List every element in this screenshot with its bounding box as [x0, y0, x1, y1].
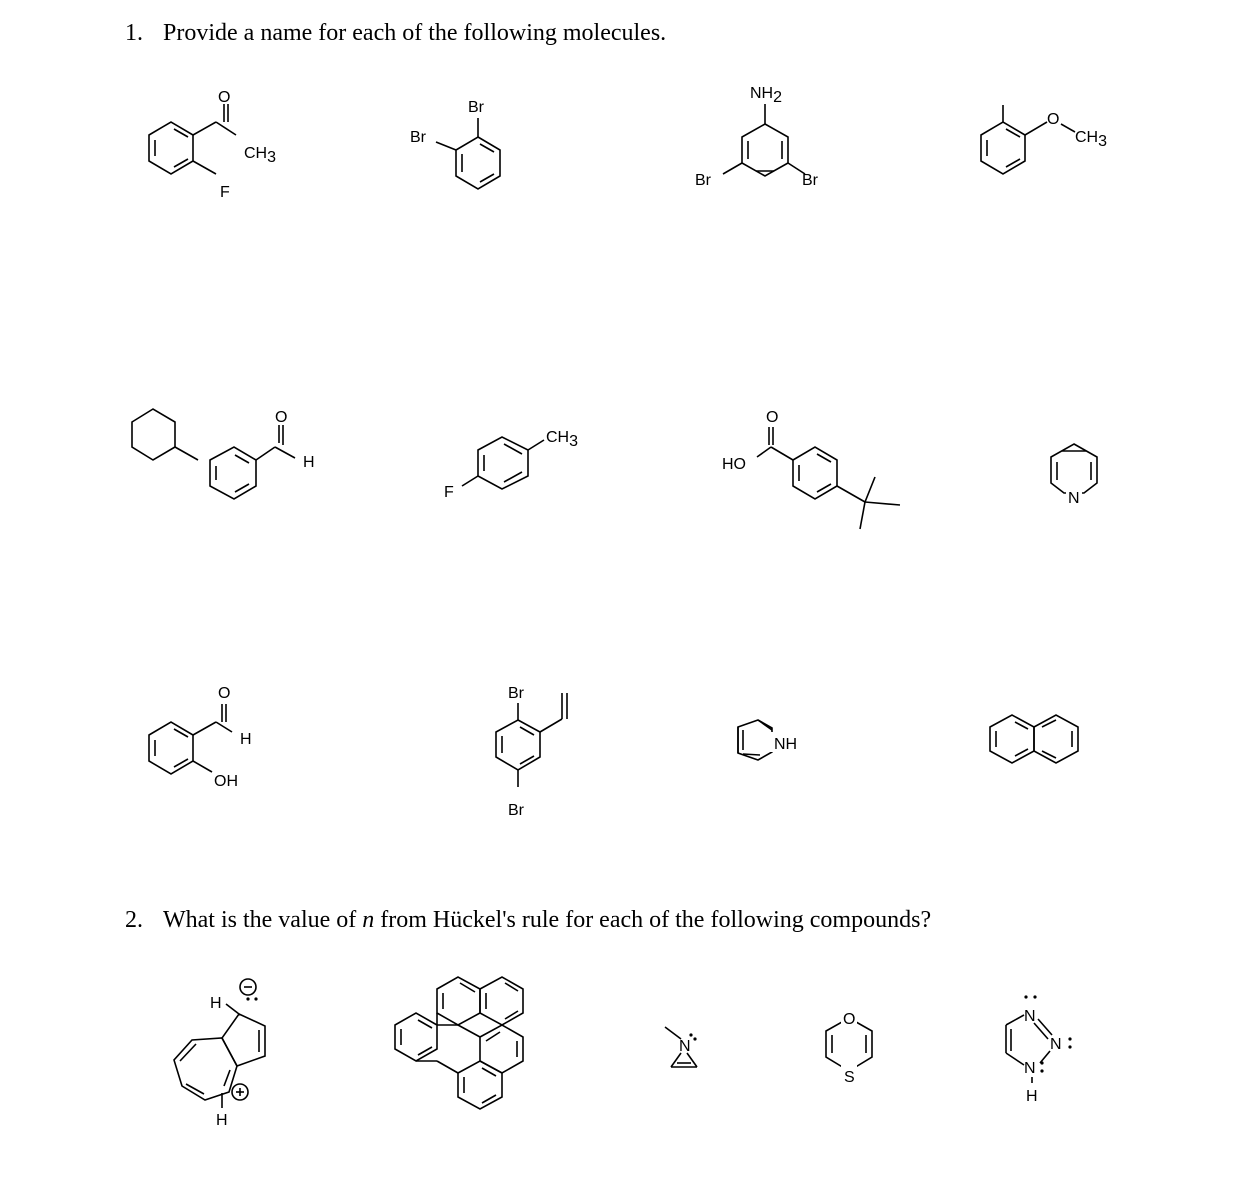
- fluoro-label: F: [444, 484, 454, 501]
- oxygen-label: O: [1047, 111, 1060, 128]
- fluoro-label: F: [220, 184, 230, 201]
- hydroxyl-label: OH: [214, 773, 238, 790]
- nitrogen-label: N: [1024, 1060, 1036, 1077]
- question-2: [125, 906, 931, 934]
- molecule-4-fluorotoluene: [440, 420, 600, 510]
- nitrogen-label: N: [1050, 1036, 1062, 1053]
- oxygen-label: O: [218, 685, 231, 702]
- methyl-label: CH3: [546, 429, 579, 450]
- nitrogen-label: N: [679, 1038, 691, 1055]
- molecule-benzyl-methyl-ether: [975, 100, 1135, 190]
- question-text-after: from Hückel's rule for each of the following compounds?: [374, 907, 932, 933]
- molecule-azirine: [655, 1015, 715, 1075]
- molecule-triazole: [990, 985, 1085, 1105]
- bromo-label: Br: [508, 685, 524, 702]
- hydrogen-label: H: [303, 454, 315, 471]
- bromo-label: Br: [695, 172, 711, 189]
- molecule-4-tert-butylbenzoic-acid: [720, 405, 920, 535]
- methyl-label: CH3: [244, 145, 277, 166]
- amino-label: NH2: [750, 85, 783, 106]
- question-number: 1.: [125, 20, 143, 46]
- molecule-3-5-dibromoaniline: [690, 78, 840, 193]
- molecule-pyrrole: [730, 710, 830, 770]
- molecule-1-2-dibromobenzene: [400, 90, 520, 200]
- molecule-polycyclic-aromatic: [385, 965, 555, 1125]
- hydrogen-label: H: [210, 995, 222, 1012]
- molecule-2-fluoroacetophenone: [140, 85, 300, 210]
- molecule-2-5-dibromostyrene: [480, 675, 600, 825]
- molecule-azulene-ion: [160, 968, 280, 1128]
- question-variable: n: [362, 907, 375, 933]
- bromo-label: Br: [468, 99, 484, 116]
- bromo-label: Br: [410, 129, 426, 146]
- molecule-3-cyclohexylbenzaldehyde: [125, 400, 325, 500]
- question-number: 2.: [125, 907, 143, 933]
- bromo-label: Br: [802, 172, 818, 189]
- nitrogen-label: N: [1068, 490, 1080, 507]
- oxygen-label: O: [218, 89, 231, 106]
- hydroxyl-label: HO: [722, 456, 746, 473]
- bromo-label: Br: [508, 802, 524, 819]
- molecule-oxathiine: [815, 1005, 890, 1085]
- methyl-label: CH3: [1075, 129, 1108, 150]
- question-text: Provide a name for each of the following molecules.: [163, 20, 667, 46]
- molecule-naphthalene: [980, 705, 1100, 775]
- oxygen-label: O: [843, 1011, 856, 1028]
- amine-label: NH: [774, 736, 798, 753]
- question-text-before: What is the value of: [163, 907, 363, 933]
- oxygen-label: O: [275, 409, 288, 426]
- nitrogen-label: N: [1024, 1008, 1036, 1025]
- hydrogen-label: H: [216, 1112, 228, 1129]
- sulfur-label: S: [844, 1069, 855, 1086]
- molecule-salicylaldehyde: [140, 680, 280, 800]
- hydrogen-label: H: [240, 731, 252, 748]
- oxygen-label: O: [766, 409, 779, 426]
- question-1: [125, 19, 666, 47]
- molecule-pyridine: [1040, 435, 1115, 515]
- hydrogen-label: H: [1026, 1088, 1038, 1105]
